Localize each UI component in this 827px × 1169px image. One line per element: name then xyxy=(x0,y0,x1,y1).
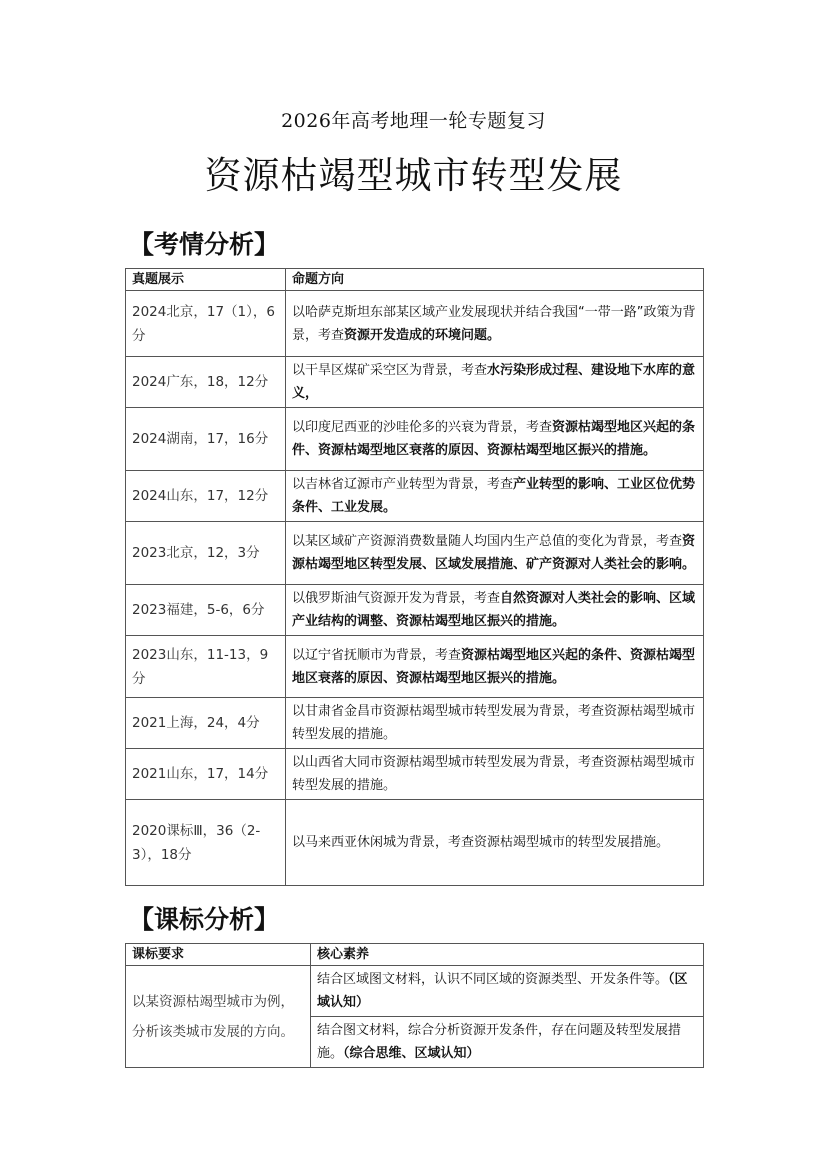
exam-cell: 2023福建，5-6，6分 xyxy=(126,585,286,636)
direction-cell xyxy=(286,291,704,357)
standard-cell: 以某资源枯竭型城市为例，分析该类城市发展的方向。 xyxy=(126,966,311,1068)
direction-text: 以印度尼西亚的沙哇伦多的兴衰为背景，考查 xyxy=(292,420,553,435)
table-row xyxy=(126,800,704,886)
direction-cell xyxy=(286,522,704,585)
column-header-exam: 真题展示 xyxy=(126,269,286,291)
direction-key-points: 自然资源对人类社会的影响、区域产业结构的调整、资源枯竭型地区振兴的措施。 xyxy=(292,591,696,629)
direction-key-points: 水污染形成过程、建设地下水库的意义， xyxy=(292,363,696,401)
direction-cell xyxy=(286,357,704,408)
table-row xyxy=(126,291,704,357)
direction-cell xyxy=(286,636,704,698)
direction-text: 以干旱区煤矿采空区为背景，考查 xyxy=(292,363,488,378)
direction-key-points: 资源枯竭型地区兴起的条件、资源枯竭型地区衰落的原因、资源枯竭型地区振兴的措施。 xyxy=(292,420,696,458)
exam-cell: 2021山东，17，14分 xyxy=(126,749,286,800)
document-title: 资源枯竭型城市转型发展 xyxy=(204,154,623,197)
exam-cell: 2024湖南，17，16分 xyxy=(126,408,286,471)
literacy-text: 结合区域图文材料，认识不同区域的资源类型、开发条件等。 xyxy=(317,972,669,987)
direction-text: 以马来西亚休闲城为背景，考查资源枯竭型城市的转型发展措施。 xyxy=(292,835,670,850)
exam-cell: 2023山东，11-13，9分 xyxy=(126,636,286,698)
exam-cell: 2024北京，17（1），6分 xyxy=(126,291,286,357)
direction-cell xyxy=(286,698,704,749)
table-row xyxy=(126,522,704,585)
exam-analysis-heading: 【考情分析】 xyxy=(129,230,280,259)
column-header-direction: 命题方向 xyxy=(286,269,704,291)
table-row xyxy=(126,698,704,749)
direction-text: 以吉林省辽源市产业转型为背景，考查 xyxy=(292,477,514,492)
direction-cell xyxy=(286,800,704,886)
direction-key-points: 产业转型的影响、工业区位优势条件、工业发展。 xyxy=(292,477,696,515)
table-row xyxy=(126,966,704,1017)
document-subtitle: 2026年高考地理一轮专题复习 xyxy=(281,110,546,132)
column-header-literacy: 核心素养 xyxy=(311,944,704,966)
table-row xyxy=(126,471,704,522)
direction-text: 以甘肃省金昌市资源枯竭型城市转型发展为背景，考查资源枯竭型城市转型发展的措施。 xyxy=(292,704,696,742)
direction-cell xyxy=(286,471,704,522)
direction-cell xyxy=(286,585,704,636)
table-row xyxy=(126,585,704,636)
exam-cell: 2021上海，24，4分 xyxy=(126,698,286,749)
exam-cell: 2024山东，17，12分 xyxy=(126,471,286,522)
direction-key-points: 资源枯竭型地区兴起的条件、资源枯竭型地区衰落的原因、资源枯竭型地区振兴的措施。 xyxy=(292,647,696,686)
table-row xyxy=(126,408,704,471)
table-header-row xyxy=(126,944,704,966)
exam-cell: 2023北京，12，3分 xyxy=(126,522,286,585)
direction-text: 以山西省大同市资源枯竭型城市转型发展为背景，考查资源枯竭型城市转型发展的措施。 xyxy=(292,755,696,793)
direction-text: 以俄罗斯油气资源开发为背景，考查 xyxy=(292,591,501,606)
table-row xyxy=(126,749,704,800)
table-row xyxy=(126,636,704,698)
direction-cell xyxy=(286,408,704,471)
table-header-row xyxy=(126,269,704,291)
direction-key-points: 资源开发造成的环境问题。 xyxy=(344,327,501,343)
literacy-cell xyxy=(311,1017,704,1068)
literacy-cell xyxy=(311,966,704,1017)
exam-cell: 2020课标Ⅲ，36（2-3），18分 xyxy=(126,800,286,886)
table-row xyxy=(126,357,704,408)
direction-key-points: 资源枯竭型地区转型发展、区域发展措施、矿产资源对人类社会的影响。 xyxy=(292,534,696,572)
literacy-text: 结合图文材料，综合分析资源开发条件，存在问题及转型发展措施。 xyxy=(317,1023,682,1061)
literacy-tag: （综合思维、区域认知） xyxy=(343,1046,480,1061)
curriculum-analysis-heading: 【课标分析】 xyxy=(129,905,280,934)
direction-text: 以哈萨克斯坦东部某区域产业发展现状并结合我国“一带一路”政策为背景，考查 xyxy=(292,304,696,343)
exam-cell: 2024广东，18，12分 xyxy=(126,357,286,408)
literacy-tag: （区域认知） xyxy=(317,972,688,1010)
exam-analysis-table xyxy=(125,268,704,886)
direction-text: 以辽宁省抚顺市为背景，考查 xyxy=(292,647,462,663)
column-header-standard: 课标要求 xyxy=(126,944,311,966)
direction-text: 以某区域矿产资源消费数量随人均国内生产总值的变化为背景，考查 xyxy=(292,534,683,549)
direction-cell xyxy=(286,749,704,800)
curriculum-analysis-table xyxy=(125,943,704,1068)
